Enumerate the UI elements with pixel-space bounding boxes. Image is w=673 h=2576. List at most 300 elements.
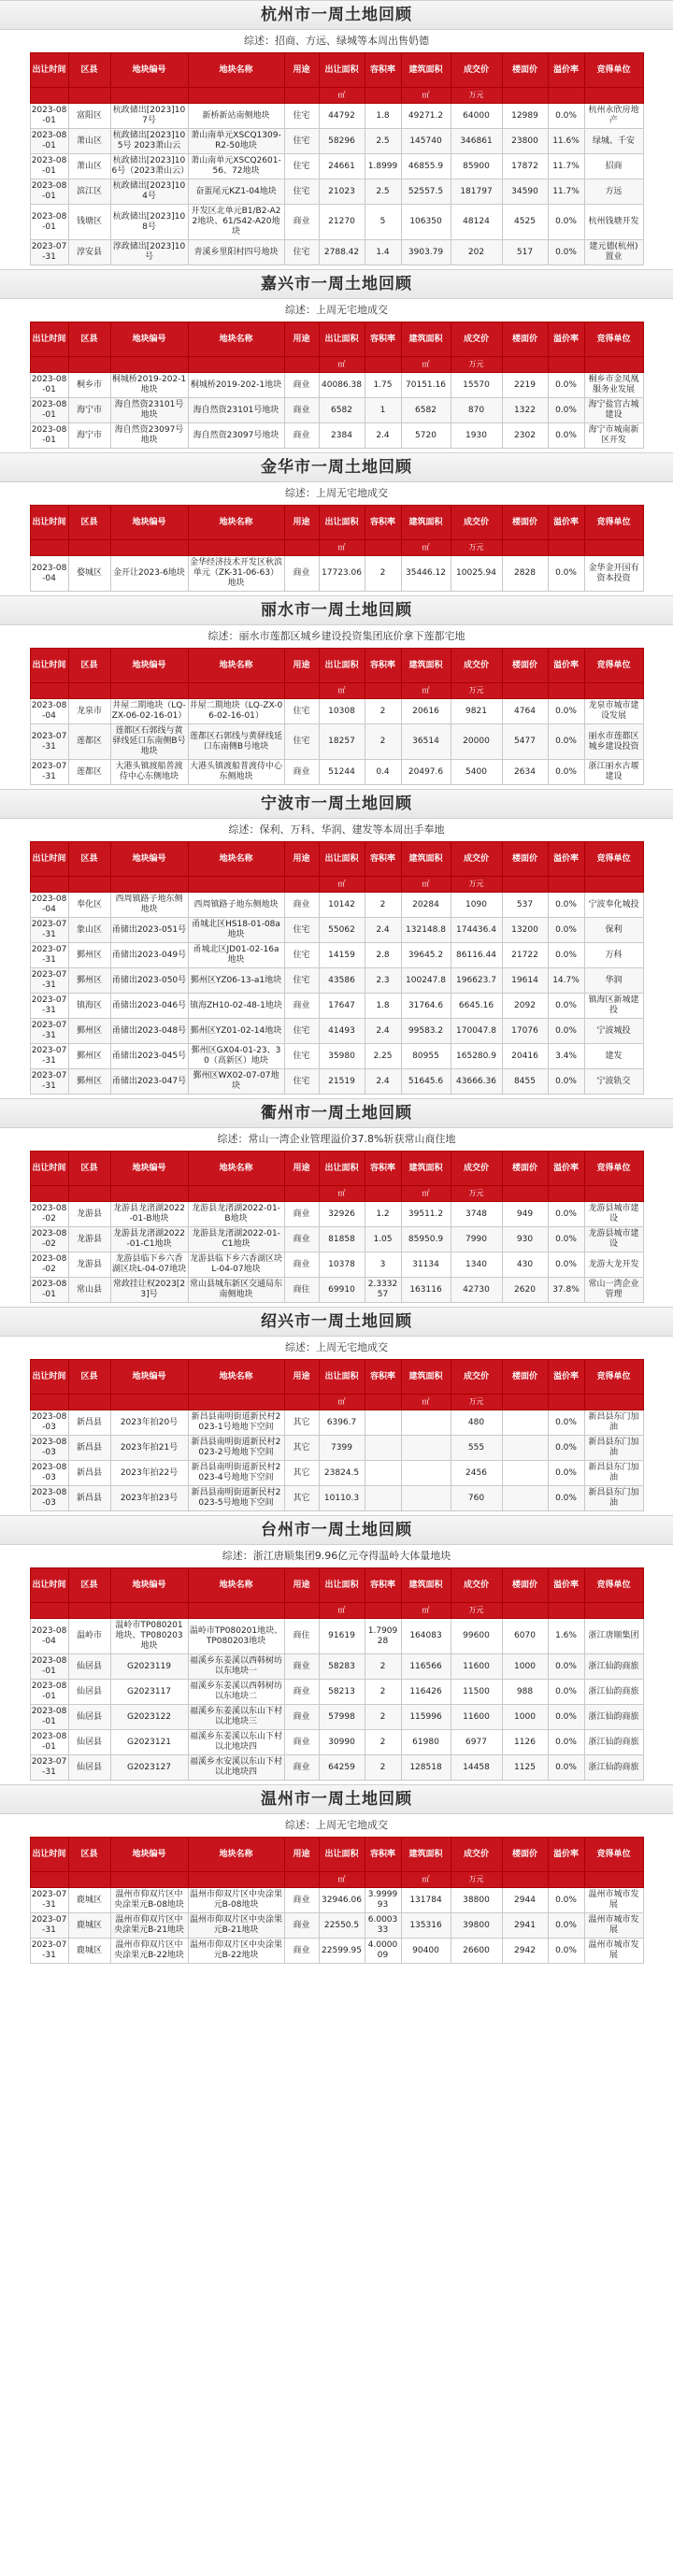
table-cell: 福溪乡水安溪以东山下村以北地块四 (188, 1755, 284, 1781)
unit-cell (548, 683, 584, 699)
table-cell: 商住 (284, 1619, 319, 1654)
table-cell: 大港头镇渡船普渡侍中心东侧地块 (188, 760, 284, 785)
land-table (30, 1837, 644, 1964)
land-table (30, 505, 644, 592)
table-cell: 2023-08-04 (30, 556, 68, 592)
table-cell: 福溪乡东姜溪以西韩树坊以东地块二 (188, 1680, 284, 1705)
unit-cell (68, 88, 110, 104)
table-cell: 2219 (502, 373, 548, 398)
unit-cell (110, 877, 188, 893)
table-cell: 1.7909 28 (365, 1619, 401, 1654)
table-cell: 3.9999 93 (365, 1888, 401, 1913)
column-header: 出让时间 (30, 506, 68, 540)
column-header: 出让面积 (319, 1568, 365, 1603)
table-cell: 37.8% (548, 1278, 584, 1303)
table-cell: 仙居县 (68, 1705, 110, 1730)
unit-cell (502, 1603, 548, 1619)
city-title: 温州市一周土地回顾 (0, 1784, 673, 1814)
table-cell: 21722 (502, 943, 548, 968)
unit-cell: ㎡ (401, 1186, 451, 1202)
column-header: 出让面积 (319, 649, 365, 683)
table-cell (401, 1486, 451, 1511)
table-cell: 0.0% (548, 1705, 584, 1730)
city-summary: 综述：招商、方远、绿城等本周出售奶德 (244, 35, 429, 47)
column-header: 楼面价 (502, 53, 548, 88)
city-summary: 综述：常山一湾企业管理溢价37.8%斩获常山商住地 (217, 1133, 456, 1145)
table-cell: 1.8 (365, 104, 401, 129)
table-cell: 福溪乡东姜溪以东山下村以北地块三 (188, 1705, 284, 1730)
table-cell: 浙江仙韵商旅 (584, 1654, 643, 1680)
table-cell: 100247.8 (401, 968, 451, 994)
table-header-row (30, 53, 643, 88)
table-cell: 0.0% (548, 724, 584, 760)
table-cell: 17872 (502, 154, 548, 179)
table-cell: 20416 (502, 1044, 548, 1069)
table-row (30, 1755, 643, 1781)
table-cell: 桐乡市金凤凰服务业发展 (584, 373, 643, 398)
table-cell (365, 1410, 401, 1436)
unit-cell (502, 1395, 548, 1410)
unit-row (30, 1186, 643, 1202)
table-cell: 86116.44 (451, 943, 502, 968)
table-cell: 115996 (401, 1705, 451, 1730)
unit-cell: ㎡ (401, 1872, 451, 1888)
table-cell: 住宅 (284, 918, 319, 943)
table-cell: 7399 (319, 1436, 365, 1461)
table-row (30, 1913, 643, 1939)
table-row (30, 398, 643, 423)
city-title: 金华市一周土地回顾 (0, 452, 673, 482)
column-header: 出让时间 (30, 1152, 68, 1186)
column-header: 地块名称 (188, 53, 284, 88)
table-cell: 35446.12 (401, 556, 451, 592)
column-header: 地块编号 (110, 322, 188, 357)
column-header: 地块编号 (110, 1152, 188, 1186)
unit-cell (110, 1603, 188, 1619)
table-cell: 2.25 (365, 1044, 401, 1069)
table-cell: 2023-08-01 (30, 1705, 68, 1730)
table-cell: 6070 (502, 1619, 548, 1654)
table-cell: 仙居县 (68, 1680, 110, 1705)
unit-cell (188, 877, 284, 893)
column-header: 区县 (68, 53, 110, 88)
table-cell: 58296 (319, 129, 365, 154)
table-cell: 1322 (502, 398, 548, 423)
table-cell: 2.5 (365, 129, 401, 154)
table-cell: 2023年拍22号 (110, 1461, 188, 1486)
table-cell: 龙游县城市建设 (584, 1227, 643, 1252)
unit-cell (548, 540, 584, 556)
column-header: 成交价 (451, 1152, 502, 1186)
column-header: 建筑面积 (401, 322, 451, 357)
table-cell: 龙游县龙渚湖2022-01-B地块 (188, 1202, 284, 1227)
table-cell: 51244 (319, 760, 365, 785)
table-cell: 0.0% (548, 423, 584, 449)
table-cell: 58213 (319, 1680, 365, 1705)
unit-cell: ㎡ (401, 540, 451, 556)
table-cell: 0.0% (548, 1939, 584, 1964)
table-cell: 莲都区 (68, 724, 110, 760)
table-cell: 1000 (502, 1705, 548, 1730)
table-cell: 930 (502, 1227, 548, 1252)
unit-cell (284, 683, 319, 699)
table-cell: 116426 (401, 1680, 451, 1705)
column-header: 用途 (284, 53, 319, 88)
column-header: 楼面价 (502, 842, 548, 877)
table-cell: 其它 (284, 1410, 319, 1436)
column-header: 成交价 (451, 1360, 502, 1395)
city-summary: 综述：保利、万科、华润、建发等本周出手奉地 (228, 823, 445, 836)
unit-cell: ㎡ (401, 357, 451, 373)
table-cell: 华润 (584, 968, 643, 994)
table-cell: 龙游县 (68, 1202, 110, 1227)
table-cell: 1.05 (365, 1227, 401, 1252)
unit-cell: ㎡ (401, 1395, 451, 1410)
table-cell: 甬城北区JD01-02-16a地块 (188, 943, 284, 968)
column-header: 出让时间 (30, 322, 68, 357)
table-cell: 99583.2 (401, 1019, 451, 1044)
column-header: 出让面积 (319, 322, 365, 357)
table-cell: 甬储出2023-047号 (110, 1069, 188, 1095)
column-header: 楼面价 (502, 506, 548, 540)
table-cell: 430 (502, 1252, 548, 1278)
table-cell: 145740 (401, 129, 451, 154)
table-cell: 0.0% (548, 1730, 584, 1755)
unit-cell (110, 1872, 188, 1888)
table-cell: 鄞州区YZ06-13-a1地块 (188, 968, 284, 994)
table-cell: 480 (451, 1410, 502, 1436)
table-cell: 2.4 (365, 918, 401, 943)
table-cell: 6.0003 33 (365, 1913, 401, 1939)
table-cell (502, 1461, 548, 1486)
table-cell: 2023-08-03 (30, 1436, 68, 1461)
column-header: 竞得单位 (584, 1568, 643, 1603)
table-cell: 甬储出2023-049号 (110, 943, 188, 968)
table-cell: 绿城、千安 (584, 129, 643, 154)
table-cell: 2023-07-31 (30, 240, 68, 265)
table-cell: 住宅 (284, 179, 319, 205)
table-row (30, 205, 643, 240)
table-cell: 建元德(杭州)置业 (584, 240, 643, 265)
table-cell: 甬城北区HS18-01-08a地块 (188, 918, 284, 943)
unit-cell (30, 88, 68, 104)
column-header: 建筑面积 (401, 506, 451, 540)
table-cell: 钱塘区 (68, 205, 110, 240)
table-cell: 15570 (451, 373, 502, 398)
column-header: 出让时间 (30, 53, 68, 88)
unit-cell: 万元 (451, 88, 502, 104)
column-header: 出让时间 (30, 1568, 68, 1603)
table-cell: 32926 (319, 1202, 365, 1227)
table-cell: 21023 (319, 179, 365, 205)
table-cell: 新昌县 (68, 1436, 110, 1461)
table-cell: 温州市城市发展 (584, 1888, 643, 1913)
table-row (30, 1019, 643, 1044)
city-summary: 综述：上周无宅地成交 (285, 487, 388, 499)
column-header: 建筑面积 (401, 842, 451, 877)
table-cell: 11.7% (548, 154, 584, 179)
column-header: 容积率 (365, 1152, 401, 1186)
table-cell: 杭政储出[2023]108号 (110, 205, 188, 240)
table-cell: 81858 (319, 1227, 365, 1252)
table-cell: 2023-08-02 (30, 1252, 68, 1278)
table-cell: 44792 (319, 104, 365, 129)
table-cell: 2023-07-31 (30, 1044, 68, 1069)
column-header: 地块编号 (110, 842, 188, 877)
table-cell: 19614 (502, 968, 548, 994)
table-cell: 奉化区 (68, 893, 110, 918)
table-cell: 住宅 (284, 129, 319, 154)
column-header: 容积率 (365, 649, 401, 683)
table-cell: 方远 (584, 179, 643, 205)
table-cell: 新昌县 (68, 1410, 110, 1436)
table-cell: 17723.06 (319, 556, 365, 592)
column-header: 区县 (68, 1360, 110, 1395)
table-cell: 132148.8 (401, 918, 451, 943)
table-cell (401, 1436, 451, 1461)
table-cell: 0.0% (548, 1913, 584, 1939)
unit-cell (188, 88, 284, 104)
unit-cell (584, 1395, 643, 1410)
table-cell: 莲都区石郭线与黄驿线延口东南侧B号地块 (110, 724, 188, 760)
column-header: 地块编号 (110, 1568, 188, 1603)
table-cell: 2023-07-31 (30, 1069, 68, 1095)
table-row (30, 104, 643, 129)
table-cell: 174436.4 (451, 918, 502, 943)
column-header: 竞得单位 (584, 1152, 643, 1186)
table-cell: 52557.5 (401, 179, 451, 205)
table-cell: 莲都区石郭线与黄驿线延口东南侧B号地块 (188, 724, 284, 760)
unit-cell (110, 683, 188, 699)
table-cell: 商住 (284, 1278, 319, 1303)
table-row (30, 373, 643, 398)
unit-cell: ㎡ (319, 877, 365, 893)
table-cell: 31764.6 (401, 994, 451, 1019)
table-cell: 金华金开国有资本投资 (584, 556, 643, 592)
land-table (30, 52, 644, 265)
table-cell: 11.7% (548, 179, 584, 205)
table-cell: 26600 (451, 1939, 502, 1964)
column-header: 区县 (68, 322, 110, 357)
table-cell: 11600 (451, 1654, 502, 1680)
table-cell: 5720 (401, 423, 451, 449)
table-row (30, 1888, 643, 1913)
table-cell: 85900 (451, 154, 502, 179)
column-header: 竞得单位 (584, 53, 643, 88)
table-cell: 开发区北单元B1/B2-A22地块、61/S42-A20地块 (188, 205, 284, 240)
city-title: 台州市一周土地回顾 (0, 1515, 673, 1545)
unit-cell (284, 877, 319, 893)
table-cell: 2023-08-03 (30, 1410, 68, 1436)
table-cell: 商业 (284, 556, 319, 592)
table-cell: 38800 (451, 1888, 502, 1913)
unit-cell (584, 683, 643, 699)
table-cell: 0.0% (548, 398, 584, 423)
table-cell: 住宅 (284, 943, 319, 968)
column-header: 溢价率 (548, 1568, 584, 1603)
column-header: 成交价 (451, 322, 502, 357)
column-header: 容积率 (365, 1838, 401, 1872)
unit-cell (548, 1186, 584, 1202)
table-cell: 35980 (319, 1044, 365, 1069)
column-header: 用途 (284, 649, 319, 683)
table-cell: 4.0000 09 (365, 1939, 401, 1964)
table-cell: 鹿城区 (68, 1939, 110, 1964)
unit-cell (502, 877, 548, 893)
unit-cell: ㎡ (401, 683, 451, 699)
column-header: 地块名称 (188, 322, 284, 357)
table-cell: 55062 (319, 918, 365, 943)
table-cell: 鄞州区 (68, 1069, 110, 1095)
column-header: 楼面价 (502, 1838, 548, 1872)
column-header: 竞得单位 (584, 322, 643, 357)
table-cell: 41493 (319, 1019, 365, 1044)
table-row (30, 1486, 643, 1511)
table-cell: 196623.7 (451, 968, 502, 994)
column-header: 区县 (68, 506, 110, 540)
table-cell: 商业 (284, 423, 319, 449)
table-cell: 2023-08-02 (30, 1227, 68, 1252)
table-cell: 131784 (401, 1888, 451, 1913)
column-header: 区县 (68, 1568, 110, 1603)
unit-cell (110, 1395, 188, 1410)
table-cell: 新昌县南明街道新民村2023-4号地地下空间 (188, 1461, 284, 1486)
unit-cell (188, 357, 284, 373)
column-header: 地块编号 (110, 1838, 188, 1872)
table-cell (401, 1461, 451, 1486)
table-cell: 0.0% (548, 1069, 584, 1095)
table-cell: 36514 (401, 724, 451, 760)
city-title: 绍兴市一周土地回顾 (0, 1307, 673, 1337)
table-cell: 丽水市莲都区城乡建设投资 (584, 724, 643, 760)
table-cell: 2 (365, 1730, 401, 1755)
table-cell: 0.0% (548, 699, 584, 724)
table-cell: 116566 (401, 1654, 451, 1680)
table-cell: 鹿城区 (68, 1888, 110, 1913)
city-summary: 综述：上周无宅地成交 (285, 304, 388, 316)
table-cell: 1126 (502, 1730, 548, 1755)
column-header: 容积率 (365, 1568, 401, 1603)
column-header: 地块编号 (110, 649, 188, 683)
table-cell (365, 1486, 401, 1511)
table-cell: 常山县城东新区交通局东南侧地块 (188, 1278, 284, 1303)
table-cell: 949 (502, 1202, 548, 1227)
unit-row (30, 1872, 643, 1888)
land-table (30, 1567, 644, 1781)
table-cell: 6645.16 (451, 994, 502, 1019)
unit-cell: 万元 (451, 357, 502, 373)
unit-cell (30, 357, 68, 373)
table-cell: 新昌县 (68, 1461, 110, 1486)
city-section (0, 595, 673, 789)
table-cell: 温岭市TP080201地块、TP080203地块 (110, 1619, 188, 1654)
table-cell: 2023-08-01 (30, 1730, 68, 1755)
table-cell: 17647 (319, 994, 365, 1019)
unit-cell: 万元 (451, 1872, 502, 1888)
table-cell (365, 1461, 401, 1486)
table-cell: 青溪乡里阳村四号地块 (188, 240, 284, 265)
table-cell: 1.2 (365, 1202, 401, 1227)
table-cell: 8455 (502, 1069, 548, 1095)
unit-cell: ㎡ (401, 1603, 451, 1619)
column-header: 出让时间 (30, 1360, 68, 1395)
table-cell: 2023-07-31 (30, 1913, 68, 1939)
unit-cell (68, 1395, 110, 1410)
table-cell: 2788.42 (319, 240, 365, 265)
table-cell: 杭政储出[2023]105号 2023萧山云 (110, 129, 188, 154)
table-cell: 2023-07-31 (30, 1939, 68, 1964)
column-header: 成交价 (451, 649, 502, 683)
table-cell: 温岭市TP080201地块、TP080203地块 (188, 1619, 284, 1654)
table-cell: 新昌县东门加油 (584, 1410, 643, 1436)
table-row (30, 1227, 643, 1252)
table-cell: 0.0% (548, 893, 584, 918)
table-cell: 20000 (451, 724, 502, 760)
table-cell: 2023-07-31 (30, 724, 68, 760)
table-row (30, 1730, 643, 1755)
unit-cell: ㎡ (401, 877, 451, 893)
table-cell: 镇海区新城建投 (584, 994, 643, 1019)
table-cell: 1 (365, 398, 401, 423)
unit-cell (584, 877, 643, 893)
table-cell: 39645.2 (401, 943, 451, 968)
table-header-row (30, 1838, 643, 1872)
table-cell: 鄞州区GX04-01-23、30（高新区）地块 (188, 1044, 284, 1069)
column-header: 建筑面积 (401, 649, 451, 683)
column-header: 建筑面积 (401, 53, 451, 88)
table-cell: 海自然资23101号地块 (110, 398, 188, 423)
table-cell: 17076 (502, 1019, 548, 1044)
table-cell: 商业 (284, 1654, 319, 1680)
table-cell: 海自然资23101号地块 (188, 398, 284, 423)
city-section (0, 1515, 673, 1784)
table-cell: 浙江仙韵商旅 (584, 1755, 643, 1781)
column-header: 地块编号 (110, 1360, 188, 1395)
unit-cell: ㎡ (401, 88, 451, 104)
city-section (0, 1098, 673, 1307)
table-cell: 2023-08-01 (30, 1278, 68, 1303)
table-cell: 21519 (319, 1069, 365, 1095)
table-cell: 32946.06 (319, 1888, 365, 1913)
unit-cell (502, 683, 548, 699)
table-cell: 商业 (284, 1755, 319, 1781)
table-cell: 2023-08-01 (30, 373, 68, 398)
table-cell: 新昌县 (68, 1486, 110, 1511)
table-cell: 萧山南单元XSCQ2601-56、72地块 (188, 154, 284, 179)
unit-cell: 万元 (451, 1603, 502, 1619)
table-cell: 住宅 (284, 724, 319, 760)
table-header-row (30, 842, 643, 877)
table-cell: 988 (502, 1680, 548, 1705)
table-cell: 20616 (401, 699, 451, 724)
column-header: 地块名称 (188, 506, 284, 540)
table-cell: 1090 (451, 893, 502, 918)
unit-cell (548, 88, 584, 104)
table-cell: 181797 (451, 179, 502, 205)
table-cell: 杭州永欣房地产 (584, 104, 643, 129)
table-cell: 0.0% (548, 994, 584, 1019)
unit-cell: 万元 (451, 1395, 502, 1410)
unit-cell (188, 540, 284, 556)
table-cell: 346861 (451, 129, 502, 154)
table-cell: 住宅 (284, 1019, 319, 1044)
table-cell: 龙泉市城市建设发展 (584, 699, 643, 724)
table-cell: G2023119 (110, 1654, 188, 1680)
table-cell: 2456 (451, 1461, 502, 1486)
city-section (0, 789, 673, 1098)
unit-cell (502, 1186, 548, 1202)
table-cell: 甬储出2023-051号 (110, 918, 188, 943)
